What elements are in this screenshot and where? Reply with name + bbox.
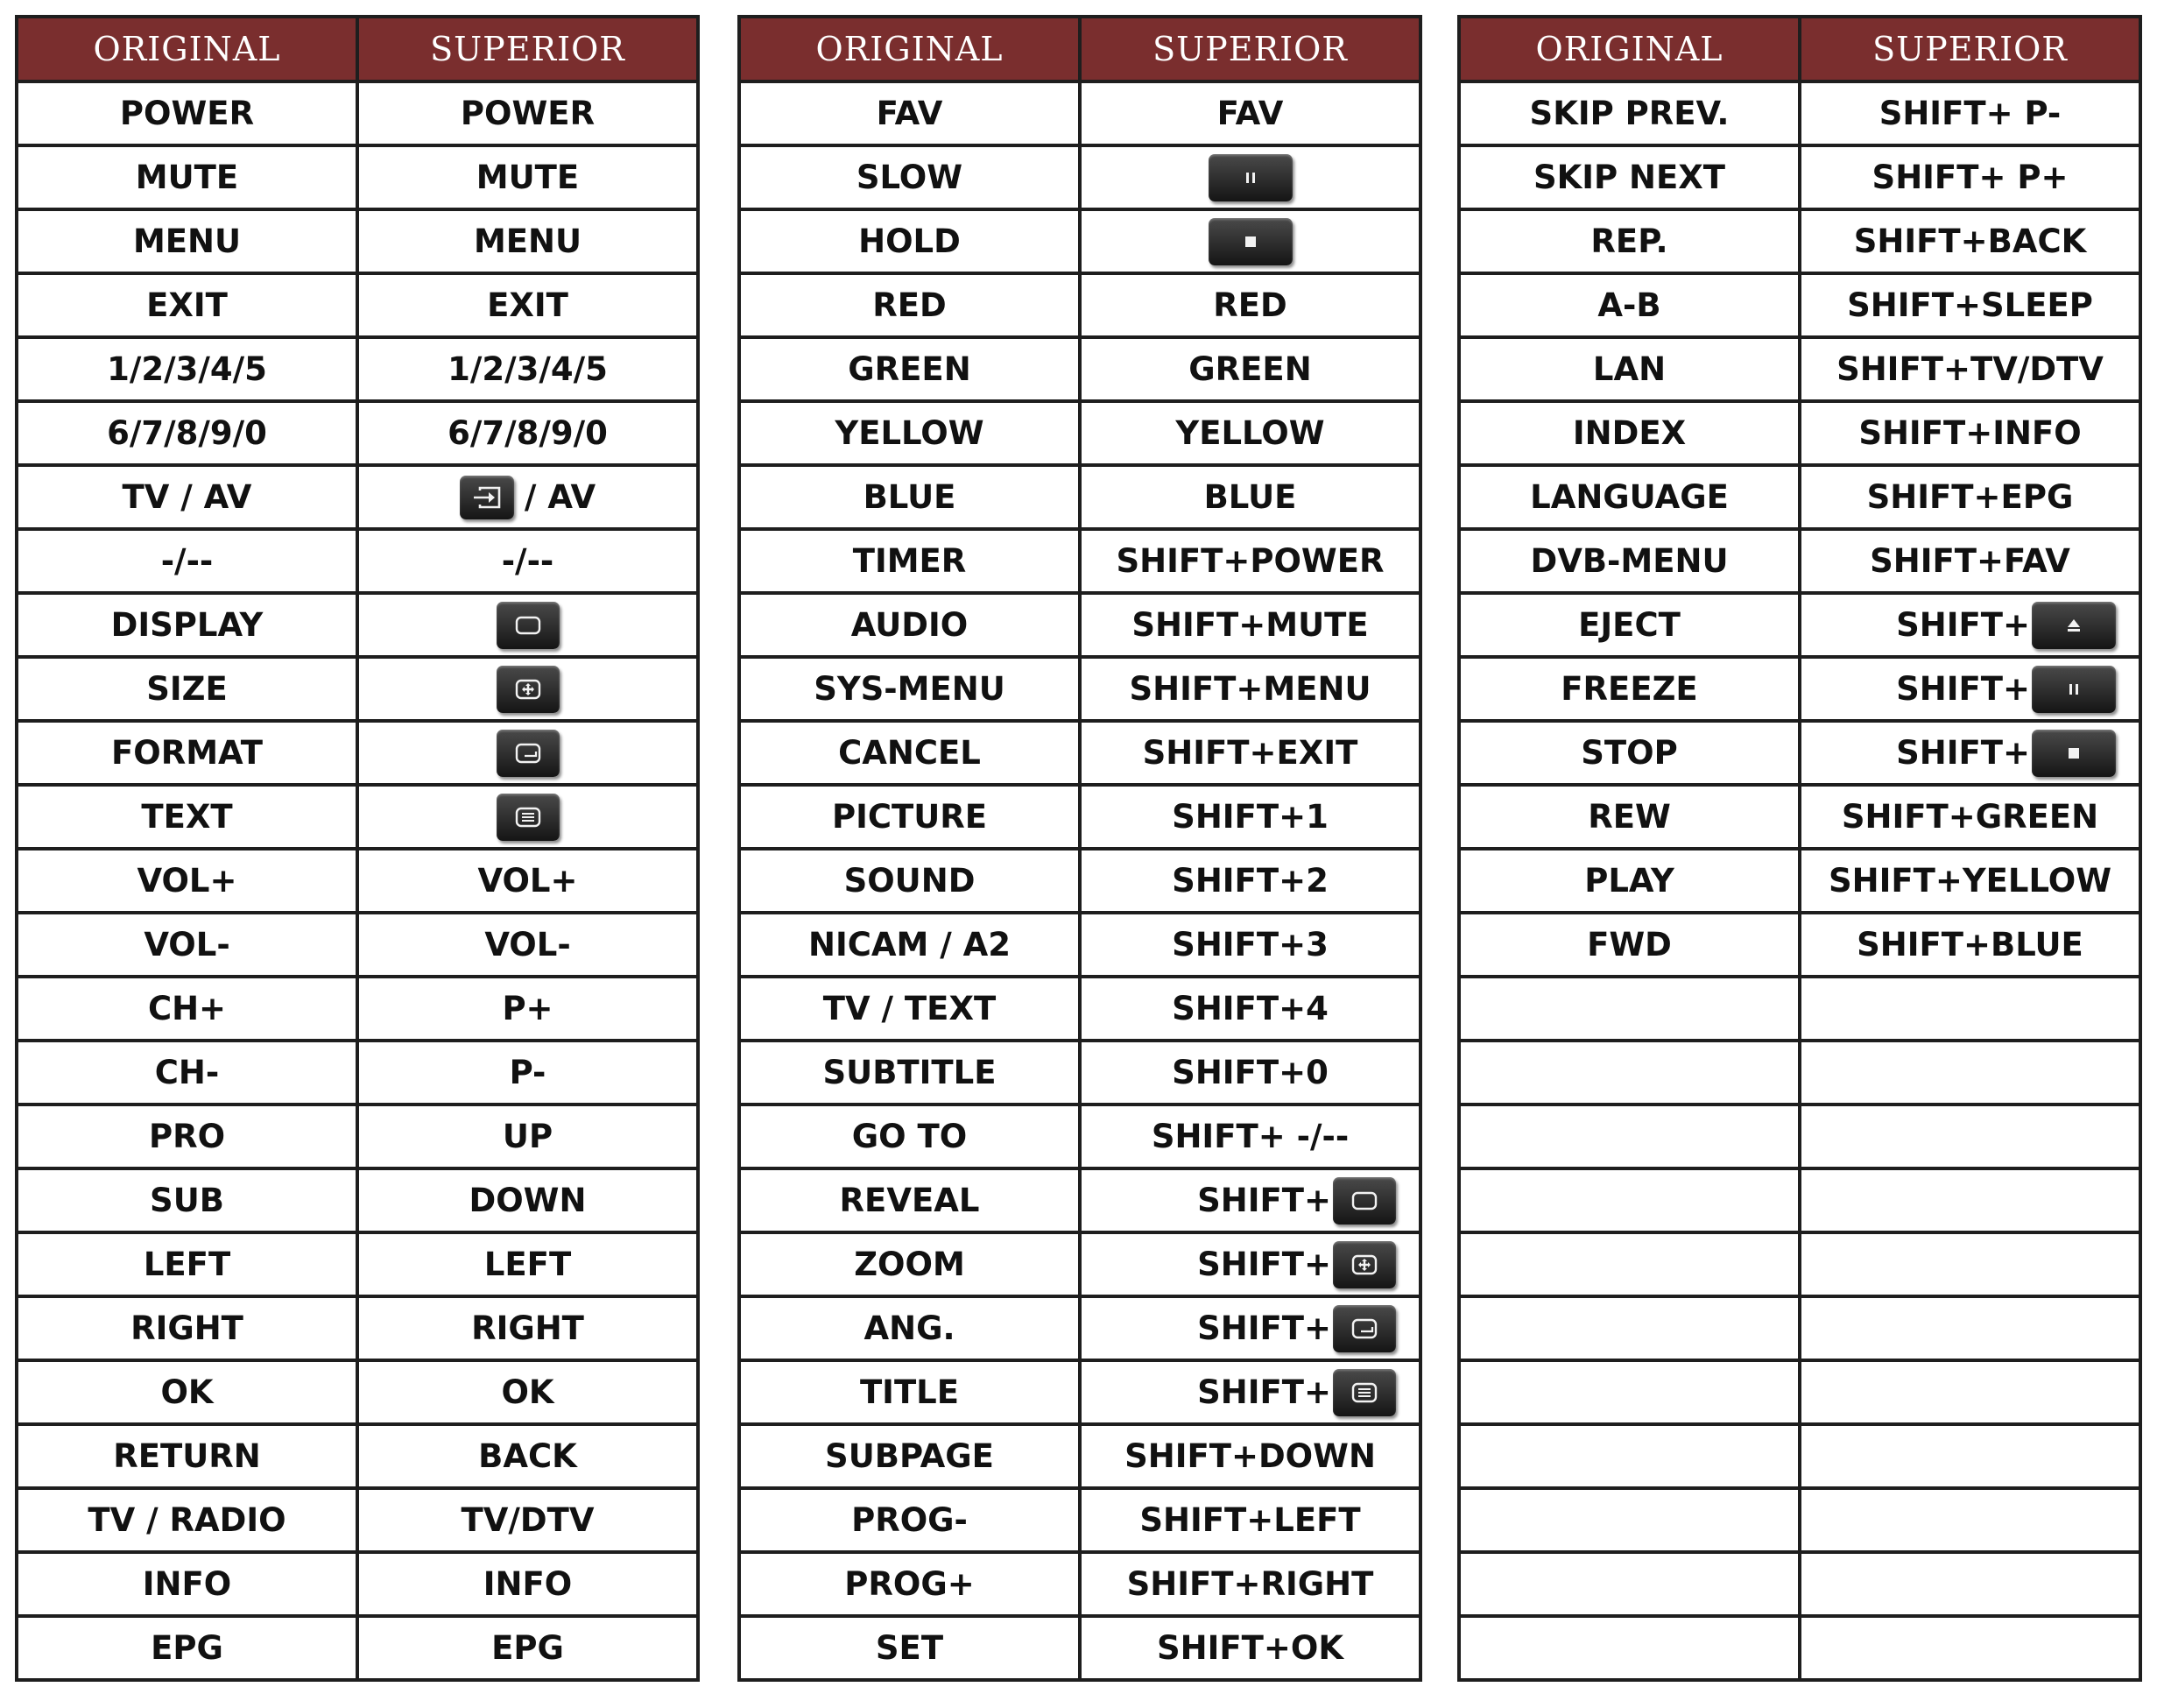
original-key-cell: INFO bbox=[17, 1552, 357, 1616]
superior-key-cell bbox=[357, 465, 698, 529]
table-row bbox=[739, 81, 1420, 145]
superior-key-cell bbox=[1800, 977, 2140, 1041]
table-row bbox=[1459, 1360, 2140, 1424]
original-key-cell: LANGUAGE bbox=[1459, 465, 1800, 529]
eject-key-icon bbox=[2032, 602, 2116, 649]
original-key-cell: TV / RADIO bbox=[17, 1488, 357, 1552]
original-key-cell bbox=[1459, 1232, 1800, 1296]
pause-key-icon bbox=[1209, 154, 1293, 201]
original-key-cell: AUDIO bbox=[739, 593, 1080, 657]
superior-key-cell: SHIFT+EPG bbox=[1800, 465, 2140, 529]
table-row bbox=[17, 1232, 698, 1296]
superior-key-cell: SHIFT+POWER bbox=[1080, 529, 1420, 593]
table-row bbox=[739, 913, 1420, 977]
superior-key-cell: -/-- bbox=[357, 529, 698, 593]
table-row bbox=[17, 1488, 698, 1552]
superior-key-cell bbox=[357, 785, 698, 849]
table-row bbox=[739, 785, 1420, 849]
format-key-icon bbox=[1333, 1305, 1396, 1352]
original-key-cell: SKIP NEXT bbox=[1459, 145, 1800, 209]
original-key-cell: FREEZE bbox=[1459, 657, 1800, 721]
original-key-cell: ANG. bbox=[739, 1296, 1080, 1360]
original-key-cell: FORMAT bbox=[17, 721, 357, 785]
table-row bbox=[739, 1552, 1420, 1616]
table-row bbox=[17, 465, 698, 529]
superior-key-cell: BLUE bbox=[1080, 465, 1420, 529]
original-key-cell: TV / TEXT bbox=[739, 977, 1080, 1041]
key-mapping-table-3 bbox=[1457, 15, 2142, 1682]
table-row bbox=[1459, 1616, 2140, 1680]
superior-key-cell bbox=[357, 657, 698, 721]
original-key-cell: VOL- bbox=[17, 913, 357, 977]
table-row bbox=[739, 1168, 1420, 1232]
superior-key-cell: 1/2/3/4/5 bbox=[357, 337, 698, 401]
table-row bbox=[17, 657, 698, 721]
superior-key-cell bbox=[1800, 1232, 2140, 1296]
original-key-cell: PLAY bbox=[1459, 849, 1800, 913]
original-key-cell: SET bbox=[739, 1616, 1080, 1680]
original-key-cell: 1/2/3/4/5 bbox=[17, 337, 357, 401]
superior-key-cell: SHIFT+2 bbox=[1080, 849, 1420, 913]
superior-key-cell: SHIFT+YELLOW bbox=[1800, 849, 2140, 913]
table-row bbox=[1459, 785, 2140, 849]
original-key-cell: MUTE bbox=[17, 145, 357, 209]
table-row bbox=[17, 1552, 698, 1616]
table-row bbox=[17, 81, 698, 145]
table-row bbox=[17, 1105, 698, 1168]
superior-key-cell bbox=[1800, 1041, 2140, 1105]
original-key-cell: REVEAL bbox=[739, 1168, 1080, 1232]
original-key-cell: STOP bbox=[1459, 721, 1800, 785]
original-key-cell: BLUE bbox=[739, 465, 1080, 529]
original-key-cell: CANCEL bbox=[739, 721, 1080, 785]
original-key-cell: 6/7/8/9/0 bbox=[17, 401, 357, 465]
superior-key-label: SHIFT+ bbox=[1896, 606, 2030, 644]
table-row bbox=[739, 1488, 1420, 1552]
superior-key-cell: SHIFT+INFO bbox=[1800, 401, 2140, 465]
original-key-cell: TITLE bbox=[739, 1360, 1080, 1424]
original-key-cell: SKIP PREV. bbox=[1459, 81, 1800, 145]
table-row bbox=[739, 337, 1420, 401]
table-row bbox=[1459, 209, 2140, 273]
original-column-header: ORIGINAL bbox=[739, 17, 1080, 81]
superior-key-cell: TV/DTV bbox=[357, 1488, 698, 1552]
table-row bbox=[739, 145, 1420, 209]
original-key-cell: TIMER bbox=[739, 529, 1080, 593]
text-key-icon bbox=[497, 794, 560, 841]
superior-key-cell: INFO bbox=[357, 1552, 698, 1616]
table-row bbox=[739, 721, 1420, 785]
table-row bbox=[1459, 721, 2140, 785]
table-row bbox=[1459, 913, 2140, 977]
original-key-cell: REP. bbox=[1459, 209, 1800, 273]
table-row bbox=[739, 1105, 1420, 1168]
table-row bbox=[17, 1041, 698, 1105]
superior-key-cell: SHIFT+0 bbox=[1080, 1041, 1420, 1105]
table-row bbox=[1459, 1105, 2140, 1168]
superior-key-cell bbox=[1080, 145, 1420, 209]
original-key-cell: EJECT bbox=[1459, 593, 1800, 657]
original-key-cell: A-B bbox=[1459, 273, 1800, 337]
original-key-cell bbox=[1459, 1168, 1800, 1232]
text-key-icon bbox=[1333, 1369, 1396, 1416]
superior-key-cell: P+ bbox=[357, 977, 698, 1041]
original-key-cell bbox=[1459, 1296, 1800, 1360]
superior-column-header: SUPERIOR bbox=[1800, 17, 2140, 81]
superior-key-cell: VOL- bbox=[357, 913, 698, 977]
pause-key-icon bbox=[2032, 666, 2116, 713]
superior-key-cell: EPG bbox=[357, 1616, 698, 1680]
table-row bbox=[17, 1168, 698, 1232]
superior-key-cell bbox=[1800, 1105, 2140, 1168]
table-row bbox=[17, 1424, 698, 1488]
superior-key-cell: DOWN bbox=[357, 1168, 698, 1232]
superior-key-cell bbox=[1080, 1296, 1420, 1360]
table-row bbox=[17, 1296, 698, 1360]
table-row bbox=[739, 465, 1420, 529]
original-key-cell bbox=[1459, 1552, 1800, 1616]
original-key-cell: SOUND bbox=[739, 849, 1080, 913]
superior-key-cell: SHIFT+RIGHT bbox=[1080, 1552, 1420, 1616]
original-key-cell: SUB bbox=[17, 1168, 357, 1232]
original-key-cell bbox=[1459, 1488, 1800, 1552]
table-row bbox=[17, 273, 698, 337]
superior-column-header: SUPERIOR bbox=[357, 17, 698, 81]
table-row bbox=[17, 977, 698, 1041]
table-row bbox=[17, 721, 698, 785]
superior-key-label: SHIFT+ bbox=[1896, 734, 2030, 772]
table-row bbox=[739, 1296, 1420, 1360]
table-row bbox=[1459, 1488, 2140, 1552]
original-key-cell: ZOOM bbox=[739, 1232, 1080, 1296]
superior-column-header: SUPERIOR bbox=[1080, 17, 1420, 81]
original-key-cell: DVB-MENU bbox=[1459, 529, 1800, 593]
superior-key-cell: VOL+ bbox=[357, 849, 698, 913]
original-key-cell: EXIT bbox=[17, 273, 357, 337]
table-row bbox=[739, 1041, 1420, 1105]
original-key-cell: PROG- bbox=[739, 1488, 1080, 1552]
table-row bbox=[739, 593, 1420, 657]
superior-key-cell bbox=[357, 721, 698, 785]
superior-key-cell: P- bbox=[357, 1041, 698, 1105]
original-key-cell: SLOW bbox=[739, 145, 1080, 209]
superior-key-label: SHIFT+ bbox=[1197, 1182, 1331, 1219]
original-key-cell: MENU bbox=[17, 209, 357, 273]
superior-key-cell: SHIFT+SLEEP bbox=[1800, 273, 2140, 337]
table-row bbox=[1459, 401, 2140, 465]
superior-key-cell bbox=[1800, 1488, 2140, 1552]
table-row bbox=[739, 657, 1420, 721]
original-key-cell: LAN bbox=[1459, 337, 1800, 401]
superior-key-cell: MUTE bbox=[357, 145, 698, 209]
original-key-cell: EPG bbox=[17, 1616, 357, 1680]
original-key-cell: FAV bbox=[739, 81, 1080, 145]
superior-key-cell bbox=[1800, 1360, 2140, 1424]
original-key-cell: TV / AV bbox=[17, 465, 357, 529]
table-row bbox=[17, 145, 698, 209]
superior-key-cell: OK bbox=[357, 1360, 698, 1424]
original-key-cell bbox=[1459, 1616, 1800, 1680]
superior-key-cell bbox=[1800, 1552, 2140, 1616]
table-row bbox=[17, 209, 698, 273]
table-row bbox=[17, 849, 698, 913]
superior-key-label: SHIFT+ bbox=[1197, 1246, 1331, 1283]
superior-key-cell: SHIFT+GREEN bbox=[1800, 785, 2140, 849]
display-key-icon bbox=[497, 602, 560, 649]
table-header-row bbox=[1459, 17, 2140, 81]
original-key-cell: POWER bbox=[17, 81, 357, 145]
table-row bbox=[1459, 977, 2140, 1041]
original-key-cell: LEFT bbox=[17, 1232, 357, 1296]
superior-key-cell: SHIFT+OK bbox=[1080, 1616, 1420, 1680]
table-row bbox=[739, 209, 1420, 273]
superior-key-cell: SHIFT+MUTE bbox=[1080, 593, 1420, 657]
original-key-cell bbox=[1459, 1424, 1800, 1488]
original-key-cell: SYS-MENU bbox=[739, 657, 1080, 721]
superior-key-cell: MENU bbox=[357, 209, 698, 273]
original-key-cell: REW bbox=[1459, 785, 1800, 849]
table-row bbox=[17, 529, 698, 593]
original-key-cell bbox=[1459, 1105, 1800, 1168]
table-row bbox=[1459, 1041, 2140, 1105]
table-row bbox=[1459, 273, 2140, 337]
original-key-cell: HOLD bbox=[739, 209, 1080, 273]
original-key-cell bbox=[1459, 977, 1800, 1041]
table-row bbox=[1459, 1424, 2140, 1488]
table-row bbox=[739, 273, 1420, 337]
superior-key-cell: SHIFT+BACK bbox=[1800, 209, 2140, 273]
superior-key-cell: SHIFT+TV/DTV bbox=[1800, 337, 2140, 401]
superior-key-label: SHIFT+ bbox=[1197, 1309, 1331, 1347]
original-key-cell bbox=[1459, 1360, 1800, 1424]
original-key-cell: TEXT bbox=[17, 785, 357, 849]
key-mapping-table-2 bbox=[737, 15, 1422, 1682]
original-key-cell: PROG+ bbox=[739, 1552, 1080, 1616]
original-column-header: ORIGINAL bbox=[17, 17, 357, 81]
table-row bbox=[739, 977, 1420, 1041]
table-row bbox=[17, 1616, 698, 1680]
superior-key-cell: FAV bbox=[1080, 81, 1420, 145]
superior-key-cell: 6/7/8/9/0 bbox=[357, 401, 698, 465]
superior-key-cell: RED bbox=[1080, 273, 1420, 337]
original-key-cell: FWD bbox=[1459, 913, 1800, 977]
original-key-cell: SUBTITLE bbox=[739, 1041, 1080, 1105]
table-row bbox=[739, 1232, 1420, 1296]
original-key-cell: RETURN bbox=[17, 1424, 357, 1488]
superior-key-cell: SHIFT+LEFT bbox=[1080, 1488, 1420, 1552]
superior-key-cell bbox=[1800, 1616, 2140, 1680]
table-row bbox=[17, 785, 698, 849]
stop-key-icon bbox=[1209, 218, 1293, 265]
original-key-cell: INDEX bbox=[1459, 401, 1800, 465]
table-row bbox=[17, 593, 698, 657]
original-key-cell: CH- bbox=[17, 1041, 357, 1105]
superior-key-cell bbox=[1800, 1424, 2140, 1488]
superior-key-label: SHIFT+ bbox=[1896, 670, 2030, 708]
table-row bbox=[1459, 1552, 2140, 1616]
superior-key-cell bbox=[357, 593, 698, 657]
superior-key-cell: SHIFT+MENU bbox=[1080, 657, 1420, 721]
table-row bbox=[739, 1424, 1420, 1488]
original-key-cell: CH+ bbox=[17, 977, 357, 1041]
table-row bbox=[739, 849, 1420, 913]
superior-key-cell bbox=[1800, 1296, 2140, 1360]
table-row bbox=[17, 337, 698, 401]
original-key-cell bbox=[1459, 1041, 1800, 1105]
superior-key-cell: SHIFT+ P- bbox=[1800, 81, 2140, 145]
table-row bbox=[739, 401, 1420, 465]
superior-key-cell bbox=[1080, 209, 1420, 273]
superior-key-cell: SHIFT+3 bbox=[1080, 913, 1420, 977]
original-key-cell: RED bbox=[739, 273, 1080, 337]
table-row bbox=[739, 529, 1420, 593]
table-row bbox=[17, 913, 698, 977]
table-row bbox=[1459, 593, 2140, 657]
superior-key-cell bbox=[1800, 593, 2140, 657]
superior-key-cell: BACK bbox=[357, 1424, 698, 1488]
table-row bbox=[17, 1360, 698, 1424]
superior-key-cell bbox=[1800, 1168, 2140, 1232]
superior-key-label: / AV bbox=[524, 478, 596, 516]
superior-key-cell: SHIFT+4 bbox=[1080, 977, 1420, 1041]
superior-key-cell: LEFT bbox=[357, 1232, 698, 1296]
table-row bbox=[1459, 849, 2140, 913]
superior-key-cell: SHIFT+DOWN bbox=[1080, 1424, 1420, 1488]
format-key-icon bbox=[497, 730, 560, 777]
original-key-cell: VOL+ bbox=[17, 849, 357, 913]
table-row bbox=[1459, 81, 2140, 145]
original-key-cell: SIZE bbox=[17, 657, 357, 721]
original-key-cell: PRO bbox=[17, 1105, 357, 1168]
table-row bbox=[1459, 1232, 2140, 1296]
superior-key-cell bbox=[1080, 1360, 1420, 1424]
superior-key-cell bbox=[1800, 657, 2140, 721]
table-row bbox=[1459, 465, 2140, 529]
source-input-icon bbox=[460, 476, 514, 519]
size-key-icon bbox=[1333, 1241, 1396, 1288]
superior-key-cell: SHIFT+ P+ bbox=[1800, 145, 2140, 209]
table-row bbox=[739, 1616, 1420, 1680]
table-header-row bbox=[739, 17, 1420, 81]
table-header-row bbox=[17, 17, 698, 81]
table-row bbox=[1459, 1168, 2140, 1232]
superior-key-cell: SHIFT+1 bbox=[1080, 785, 1420, 849]
original-column-header: ORIGINAL bbox=[1459, 17, 1800, 81]
original-key-cell: NICAM / A2 bbox=[739, 913, 1080, 977]
original-key-cell: OK bbox=[17, 1360, 357, 1424]
superior-key-cell: SHIFT+FAV bbox=[1800, 529, 2140, 593]
original-key-cell: SUBPAGE bbox=[739, 1424, 1080, 1488]
table-row bbox=[1459, 337, 2140, 401]
superior-key-cell: SHIFT+ -/-- bbox=[1080, 1105, 1420, 1168]
superior-key-cell bbox=[1080, 1168, 1420, 1232]
original-key-cell: RIGHT bbox=[17, 1296, 357, 1360]
size-key-icon bbox=[497, 666, 560, 713]
display-key-icon bbox=[1333, 1177, 1396, 1225]
table-row bbox=[1459, 657, 2140, 721]
superior-key-cell: EXIT bbox=[357, 273, 698, 337]
superior-key-cell: YELLOW bbox=[1080, 401, 1420, 465]
original-key-cell: GO TO bbox=[739, 1105, 1080, 1168]
superior-key-cell: POWER bbox=[357, 81, 698, 145]
superior-key-cell bbox=[1080, 1232, 1420, 1296]
superior-key-label: SHIFT+ bbox=[1197, 1373, 1331, 1411]
table-row bbox=[1459, 529, 2140, 593]
key-mapping-table-1 bbox=[15, 15, 700, 1682]
table-row bbox=[739, 1360, 1420, 1424]
superior-key-cell: GREEN bbox=[1080, 337, 1420, 401]
table-row bbox=[1459, 145, 2140, 209]
original-key-cell: DISPLAY bbox=[17, 593, 357, 657]
table-row bbox=[1459, 1296, 2140, 1360]
superior-key-cell: SHIFT+BLUE bbox=[1800, 913, 2140, 977]
superior-key-cell bbox=[1800, 721, 2140, 785]
superior-key-cell: UP bbox=[357, 1105, 698, 1168]
original-key-cell: GREEN bbox=[739, 337, 1080, 401]
stop-key-icon bbox=[2032, 730, 2116, 777]
original-key-cell: PICTURE bbox=[739, 785, 1080, 849]
original-key-cell: YELLOW bbox=[739, 401, 1080, 465]
superior-key-cell: SHIFT+EXIT bbox=[1080, 721, 1420, 785]
superior-key-cell: RIGHT bbox=[357, 1296, 698, 1360]
table-row bbox=[17, 401, 698, 465]
original-key-cell: -/-- bbox=[17, 529, 357, 593]
